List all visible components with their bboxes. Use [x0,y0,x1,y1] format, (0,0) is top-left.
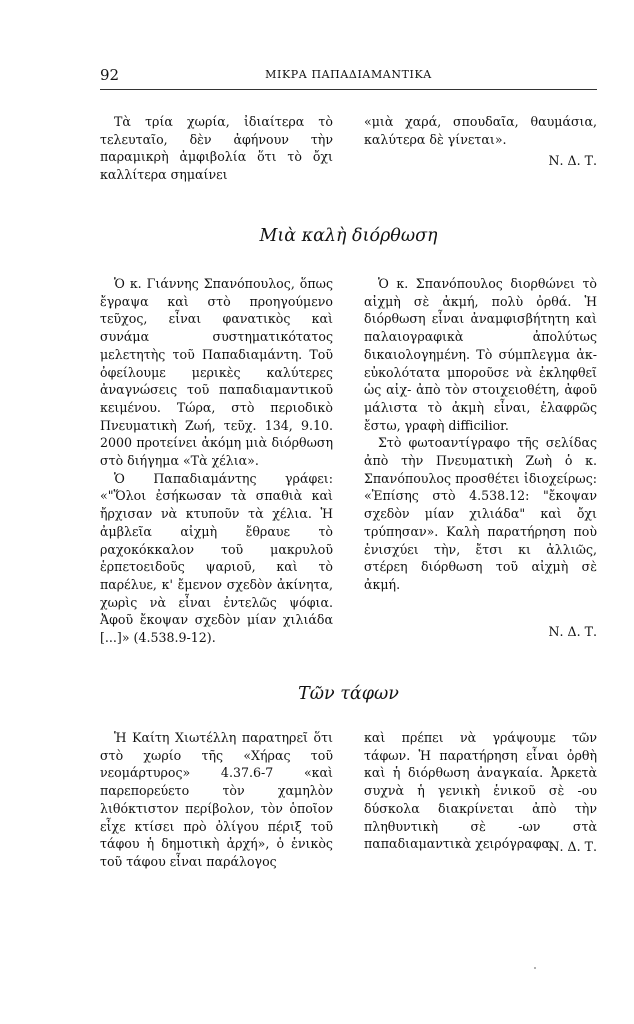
section-title-2: Τῶν τάφων [298,684,399,704]
header-rule [100,89,597,90]
signature-0: Ν. Δ. Τ. [548,153,597,168]
section1-left-paragraph-2: Ὁ Παπαδιαμάντης γράφει: «"Ὅλοι ἐσήκωσαν τὰ σπαθιὰ καὶ ἤρχισαν νὰ κτυποῦν τὰ χέλια. Ἡ ἀμβλεῖα αἰχμὴ ἔθραυε τὸ ραχοκόκκαλον τοῦ μακρυλοῦ ἑρπετοειδοῦς ψαριοῦ, καὶ τὸ παρέλυε, κ' ἔμενον σχεδὸν ἀκίνητα, χωρὶς νὰ εἶναι ἐντελῶς ψόφια. Ἀφοῦ ἔκοψαν σχεδὸν μίαν χιλιάδα [...]» (4.538.9-12). [100,470,333,646]
scan-speck [534,967,536,969]
section1-right-paragraph-1: Ὁ κ. Σπανόπουλος διορθώνει τὸ αἰχμὴ σὲ ἀκμή, πολὺ ὀρθά. Ἡ διόρθωση εἶναι ἀναμφισβήτητη καὶ παλαιογραφικὰ ἀπολύτως δικαιολογημένη. Τὸ σύμπλεγμα ἀκ- εὐκολότατα μποροῦσε νὰ ἐκληφθεῖ ὡς αἰχ- ἀπὸ τὸν στοιχειοθέτη, ἀφοῦ μάλιστα τὸ ἀκμὴ εἶναι, ἐλαφρῶς ἔστω, γραφὴ difficilior. [364,276,597,433]
section1-right-column [364,275,597,594]
running-title: ΜΙΚΡΑ ΠΑΠΑΔΙΑΜΑΝΤΙΚΑ [265,68,432,81]
section2-right-text: καὶ πρέπει νὰ γράψουμε τῶν τάφων. Ἡ παρατήρηση εἶναι ὀρθὴ καὶ ἡ διόρθωση ἀναγκαία. Ἀρκετὰ συχνὰ ἡ γενικὴ ἑνικοῦ σὲ -ου δύσκολα διακρίνεται ἀπὸ τὴν πληθυντικὴ σὲ -ων στὰ παπαδιαμαντικὰ χειρόγραφα. [364,730,597,852]
page-header [100,66,597,88]
signature-2: Ν. Δ. Τ. [548,839,597,854]
continuation-right-text: «μιὰ χαρά, σπουδαῖα, θαυμάσια, καλύτερα δὲ γίνεται». [364,114,597,147]
section2-left-column [100,729,333,871]
continuation-right-column [364,113,597,148]
continuation-left-column [100,113,333,184]
continuation-left-text: Τὰ τρία χωρία, ἰδιαίτερα τὸ τελευταῖο, δὲν ἀφήνουν τὴν παραμικρὴ ἀμφιβολία ὅτι τὸ ὄχι καλλίτερα σημαίνει [100,114,333,183]
section2-right-column [364,729,597,853]
section1-right-paragraph-2: Στὸ φωτοαντίγραφο τῆς σελίδας ἀπὸ τὴν Πνευματικὴ Ζωὴ ὁ κ. Σπανόπουλος προσθέτει ἰδιοχείρως: «Ἐπίσης στὸ 4.538.12: "ἔκοψαν σχεδὸν μίαν χιλιάδα" καὶ ὄχι τρύπησαν». Καλὴ παρατήρηση ποὺ ἐνισχύει τὴν, ἔτσι κι ἀλλιῶς, στέρεη διόρθωση τοῦ αἰχμὴ σὲ ἀκμή. [364,435,597,592]
section2-left-text: Ἡ Καίτη Χιωτέλλη παρατηρεῖ ὅτι στὸ χωρίο τῆς «Χήρας τοῦ νεομάρτυρος» 4.37.6-7 «καὶ παρεπορεύετο τὸν χαμηλὸν λιθόκτιστον περίβολον, τὸν ὁποῖον εἶχε κτίσει πρὸ ὀλίγου πέριξ τοῦ τάφου ἡ δημοτικὴ ἀρχή», ὁ ἑνικὸς τοῦ τάφου εἶναι παράλογος [100,730,333,869]
section1-left-column [100,275,333,647]
section-title-1: Μιὰ καλὴ διόρθωση [259,226,438,246]
signature-1: Ν. Δ. Τ. [548,624,597,639]
page-number: 92 [100,66,120,84]
section1-left-paragraph-1: Ὁ κ. Γιάννης Σπανόπουλος, ὅπως ἔγραψα καὶ στὸ προηγούμενο τεῦχος, εἶναι φανατικὸς καὶ συνάμα συστηματικότατος μελετητὴς τοῦ Παπαδιαμάντη. Τοῦ ὀφείλουμε μερικὲς καλύτερες ἀναγνώσεις τοῦ παπαδιαμαντικοῦ κειμένου. Τώρα, στὸ περιοδικὸ Πνευματικὴ Ζωή, τεῦχ. 134, 9.10. 2000 προτείνει ἀκόμη μιὰ διόρθωση στὸ διήγημα «Τὰ χέλια». [100,276,333,469]
